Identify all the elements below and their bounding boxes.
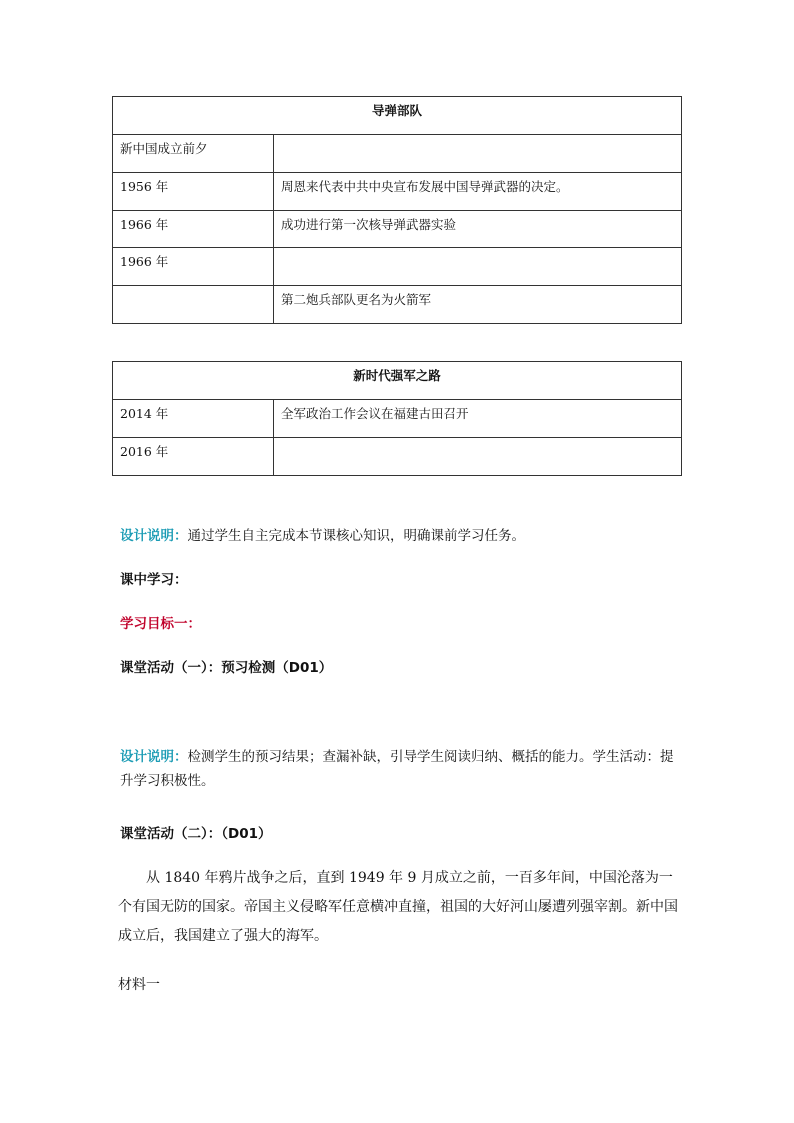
year-cell: 2016 年 bbox=[113, 438, 274, 476]
design-note-text: 检测学生的预习结果；查漏补缺，引导学生阅读归纳、概括的能力。学生活动：提升学习积极性。 bbox=[120, 749, 674, 789]
body-paragraph: 从 1840 年鸦片战争之后，直到 1949 年 9 月成立之前，一百多年间，中国沦落为一个有国无防的国家。帝国主义侵略军任意横冲直撞，祖国的大好河山屡遭列强宰割。新中国成立后，我国建立了强大的海军。 bbox=[118, 870, 678, 944]
table-header-row bbox=[113, 362, 682, 400]
design-note-label: 设计说明： bbox=[120, 528, 188, 544]
event-cell bbox=[274, 135, 682, 173]
year-cell: 2014 年 bbox=[113, 400, 274, 438]
design-note-text: 通过学生自主完成本节课核心知识，明确课前学习任务。 bbox=[187, 528, 525, 544]
table-row bbox=[113, 400, 682, 438]
year-cell: 新中国成立前夕 bbox=[113, 135, 274, 173]
material-label: 材料一 bbox=[118, 977, 160, 993]
missile-force-table bbox=[112, 96, 682, 324]
activity-two-heading: 课堂活动（二）：（D01） bbox=[120, 826, 272, 842]
event-cell bbox=[274, 438, 682, 476]
event-cell: 全军政治工作会议在福建古田召开 bbox=[274, 400, 682, 438]
new-era-table bbox=[112, 361, 682, 476]
design-note-2 bbox=[120, 745, 680, 793]
event-cell: 第二炮兵部队更名为火箭军 bbox=[274, 286, 682, 324]
table-header-row bbox=[113, 97, 682, 135]
in-class-heading: 课中学习： bbox=[120, 572, 188, 588]
activity-one-heading: 课堂活动（一）：预习检测（D01） bbox=[120, 660, 333, 676]
table-title: 导弹部队 bbox=[113, 97, 682, 135]
year-cell: 1956 年 bbox=[113, 173, 274, 211]
table-row bbox=[113, 211, 682, 248]
table-row bbox=[113, 173, 682, 211]
table-row bbox=[113, 135, 682, 173]
year-cell: 1966 年 bbox=[113, 211, 274, 248]
year-cell bbox=[113, 286, 274, 324]
event-cell: 周恩来代表中共中央宣布发展中国导弹武器的决定。 bbox=[274, 173, 682, 211]
event-cell: 成功进行第一次核导弹武器实验 bbox=[274, 211, 682, 248]
table-row bbox=[113, 248, 682, 286]
design-note-1 bbox=[120, 524, 680, 548]
event-cell bbox=[274, 248, 682, 286]
design-note-label: 设计说明： bbox=[120, 749, 188, 765]
goal-one-heading: 学习目标一： bbox=[120, 616, 201, 632]
table-title: 新时代强军之路 bbox=[113, 362, 682, 400]
year-cell: 1966 年 bbox=[113, 248, 274, 286]
table-row bbox=[113, 438, 682, 476]
table-row bbox=[113, 286, 682, 324]
